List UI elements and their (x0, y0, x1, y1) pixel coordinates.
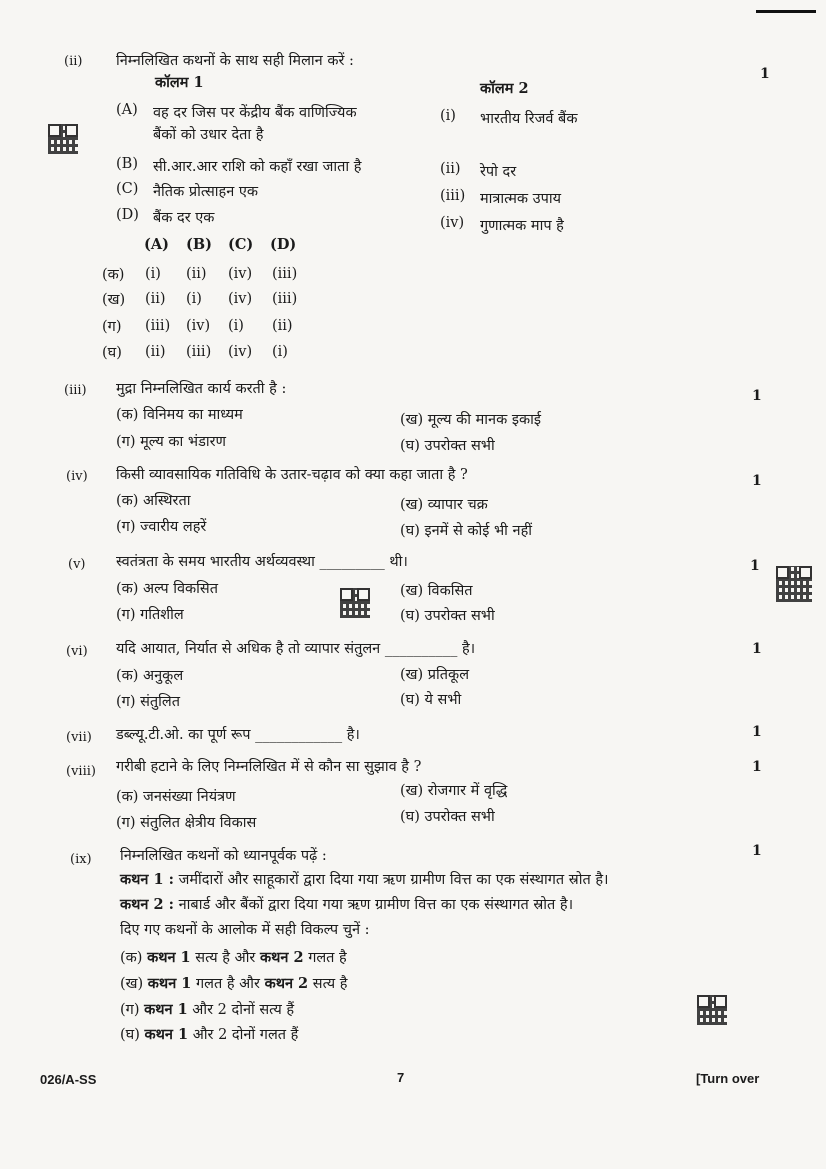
q8-opt-ga: (ग) संतुलित क्षेत्रीय विकास (116, 815, 257, 831)
q6-opt-ka: (क) अनुकूल (116, 668, 184, 684)
q9-opt-gha-b: और 2 दोनों गलत हैं (192, 1027, 299, 1043)
grid-row-1-b: (ii) (186, 266, 207, 282)
q2-col1-c-l1: नैतिक प्रोत्साहन एक (153, 184, 259, 200)
q9-statement-1 (120, 869, 609, 889)
qr-code-right (776, 566, 812, 602)
q2-col1-head: कॉलम 1 (155, 74, 204, 91)
q5-number: (v) (68, 557, 86, 572)
q3-text: मुद्रा निम्नलिखित कार्य करती है : (116, 381, 287, 397)
q2-col1-a-l2: बैंकों को उधार देता है (153, 127, 264, 143)
grid-row-3-b: (iv) (186, 318, 211, 334)
q9-opt-ka-b: सत्य है और (195, 950, 256, 966)
q9-opt-ka-c: कथन 2 (259, 949, 304, 966)
grid-row-4-d: (i) (272, 344, 288, 360)
q6-number: (vi) (66, 644, 88, 659)
grid-head-a: (A) (144, 236, 169, 253)
q5-opt-kha: (ख) विकसित (400, 583, 473, 599)
q2-col2-i-key: (i) (440, 108, 456, 124)
q6-text: यदि आयात, निर्यात से अधिक है तो व्यापार संतुलन __________ है। (116, 641, 476, 657)
q4-opt-kha: (ख) व्यापार चक्र (400, 497, 488, 513)
grid-row-1-a: (i) (145, 266, 161, 282)
q9-s1-label: कथन 1 : (120, 871, 174, 888)
q9-number: (ix) (70, 852, 92, 867)
grid-row-3-opt: (ग) (102, 319, 122, 335)
q8-opt-gha: (घ) उपरोक्त सभी (400, 809, 495, 825)
q5-opt-gha: (घ) उपरोक्त सभी (400, 608, 495, 624)
q9-opt-ga (120, 999, 294, 1019)
grid-row-2-c: (iv) (228, 291, 253, 307)
turn-over: [Turn over (696, 1071, 760, 1086)
q6-mark: 1 (752, 641, 762, 657)
q9-statement-2 (120, 894, 573, 914)
grid-row-4-b: (iii) (186, 344, 212, 360)
grid-row-1-opt: (क) (102, 267, 125, 283)
q2-col2-ii-key: (ii) (440, 161, 461, 177)
q3-opt-kha: (ख) मूल्य की मानक इकाई (400, 412, 541, 428)
grid-head-b: (B) (186, 236, 212, 253)
q8-opt-ka: (क) जनसंख्या नियंत्रण (116, 789, 236, 805)
q2-col2-head: कॉलम 2 (480, 80, 529, 97)
q2-col1-b-l1: सी.आर.आर राशि को कहाँ रखा जाता है (153, 159, 362, 175)
q9-opt-ka (120, 947, 347, 967)
q8-mark: 1 (752, 759, 762, 775)
q9-opt-kha-b: गलत है और (196, 976, 260, 992)
grid-head-d: (D) (270, 236, 297, 253)
q9-opt-kha-c: कथन 2 (264, 975, 309, 992)
q2-col1-d-key: (D) (116, 207, 139, 223)
grid-row-2-a: (ii) (145, 291, 166, 307)
grid-row-2-b: (i) (186, 291, 202, 307)
q2-col2-iv-key: (iv) (440, 215, 465, 231)
q2-col2-iii-text: मात्रात्मक उपाय (480, 191, 562, 207)
q5-opt-ka: (क) अल्प विकसित (116, 581, 218, 597)
q9-s2-text: नाबार्ड और बैंकों द्वारा दिया गया ऋण ग्रामीण वित्त का एक संस्थागत स्रोत है। (178, 897, 574, 913)
q9-s2-label: कथन 2 : (120, 896, 174, 913)
grid-row-3-d: (ii) (272, 318, 293, 334)
q2-col2-iii-key: (iii) (440, 188, 466, 204)
q9-opt-kha-key: (ख) (120, 976, 144, 992)
q3-opt-gha: (घ) उपरोक्त सभी (400, 438, 495, 454)
grid-row-4-opt: (घ) (102, 345, 122, 361)
q3-opt-ka: (क) विनिमय का माध्यम (116, 407, 243, 423)
grid-row-3-c: (i) (228, 318, 244, 334)
q5-text: स्वतंत्रता के समय भारतीय अर्थव्यवस्था _________ थी। (116, 554, 408, 570)
q5-mark: 1 (750, 558, 760, 574)
q4-opt-gha: (घ) इनमें से कोई भी नहीं (400, 523, 533, 539)
grid-row-2-opt: (ख) (102, 292, 126, 308)
q2-mark: 1 (760, 66, 770, 82)
q8-number: (viii) (66, 764, 96, 779)
q9-opt-kha-d: सत्य है (312, 976, 348, 992)
q6-opt-ga: (ग) संतुलित (116, 694, 181, 710)
q7-number: (vii) (66, 730, 92, 745)
grid-row-1-c: (iv) (228, 266, 253, 282)
grid-head-c: (C) (228, 236, 254, 253)
paper-code: 026/A-SS (40, 1072, 97, 1087)
q9-instruction: दिए गए कथनों के आलोक में सही विकल्प चुनें : (120, 922, 370, 938)
q5-opt-ga: (ग) गतिशील (116, 607, 184, 623)
q3-mark: 1 (752, 388, 762, 404)
q2-col2-iv-text: गुणात्मक माप है (480, 218, 564, 234)
q2-col1-b-key: (B) (116, 156, 138, 172)
q6-opt-gha: (घ) ये सभी (400, 692, 462, 708)
qr-code-center (340, 588, 370, 618)
q9-opt-gha (120, 1024, 298, 1044)
q4-opt-ka: (क) अस्थिरता (116, 493, 191, 509)
q4-opt-ga: (ग) ज्वारीय लहरें (116, 519, 207, 535)
q9-opt-kha (120, 973, 348, 993)
q9-text: निम्नलिखित कथनों को ध्यानपूर्वक पढ़ें : (120, 848, 327, 864)
q4-number: (iv) (66, 469, 88, 484)
q2-col1-a-key: (A) (116, 102, 138, 118)
q4-mark: 1 (752, 473, 762, 489)
q2-number: (ii) (64, 54, 83, 69)
grid-row-4-a: (ii) (145, 344, 166, 360)
q9-mark: 1 (752, 843, 762, 859)
q8-text: गरीबी हटाने के लिए निम्नलिखित में से कौन सा सुझाव है ? (116, 759, 422, 775)
qr-code-left (48, 124, 78, 154)
page-number: 7 (397, 1070, 405, 1085)
q8-opt-kha: (ख) रोजगार में वृद्धि (400, 783, 508, 799)
q3-number: (iii) (64, 383, 87, 398)
q2-col1-d-l1: बैंक दर एक (153, 210, 215, 226)
q9-opt-ka-key: (क) (120, 950, 143, 966)
q9-opt-kha-a: कथन 1 (147, 975, 192, 992)
grid-row-3-a: (iii) (145, 318, 171, 334)
q4-text: किसी व्यावसायिक गतिविधि के उतार-चढ़ाव को क्या कहा जाता है ? (116, 467, 468, 483)
top-edge-mark (756, 10, 816, 13)
q7-mark: 1 (752, 724, 762, 740)
q2-col1-a-l1: वह दर जिस पर केंद्रीय बैंक वाणिज्यिक (153, 105, 357, 121)
q9-opt-ka-a: कथन 1 (147, 949, 191, 966)
q3-opt-ga: (ग) मूल्य का भंडारण (116, 434, 227, 450)
q2-text: निम्नलिखित कथनों के साथ सही मिलान करें : (116, 53, 354, 69)
qr-code-bottom (697, 995, 727, 1025)
q2-col2-ii-text: रेपो दर (480, 164, 517, 180)
grid-row-4-c: (iv) (228, 344, 253, 360)
q9-opt-ka-d: गलत है (308, 950, 347, 966)
grid-row-1-d: (iii) (272, 266, 298, 282)
q9-opt-gha-key: (घ) (120, 1027, 140, 1043)
q7-text: डब्ल्यू.टी.ओ. का पूर्ण रूप ____________ है। (116, 727, 360, 743)
q9-opt-ga-b: और 2 दोनों सत्य हैं (192, 1002, 295, 1018)
q9-s1-text: जमींदारों और साहूकारों द्वारा दिया गया ऋण ग्रामीण वित्त का एक संस्थागत स्रोत है। (178, 872, 609, 888)
q2-col2-i-text: भारतीय रिजर्व बैंक (480, 111, 578, 127)
q9-opt-ga-a: कथन 1 (144, 1001, 188, 1018)
grid-row-2-d: (iii) (272, 291, 298, 307)
q6-opt-kha: (ख) प्रतिकूल (400, 667, 470, 683)
q9-opt-ga-key: (ग) (120, 1002, 140, 1018)
q9-opt-gha-a: कथन 1 (144, 1026, 189, 1043)
q2-col1-c-key: (C) (116, 181, 139, 197)
